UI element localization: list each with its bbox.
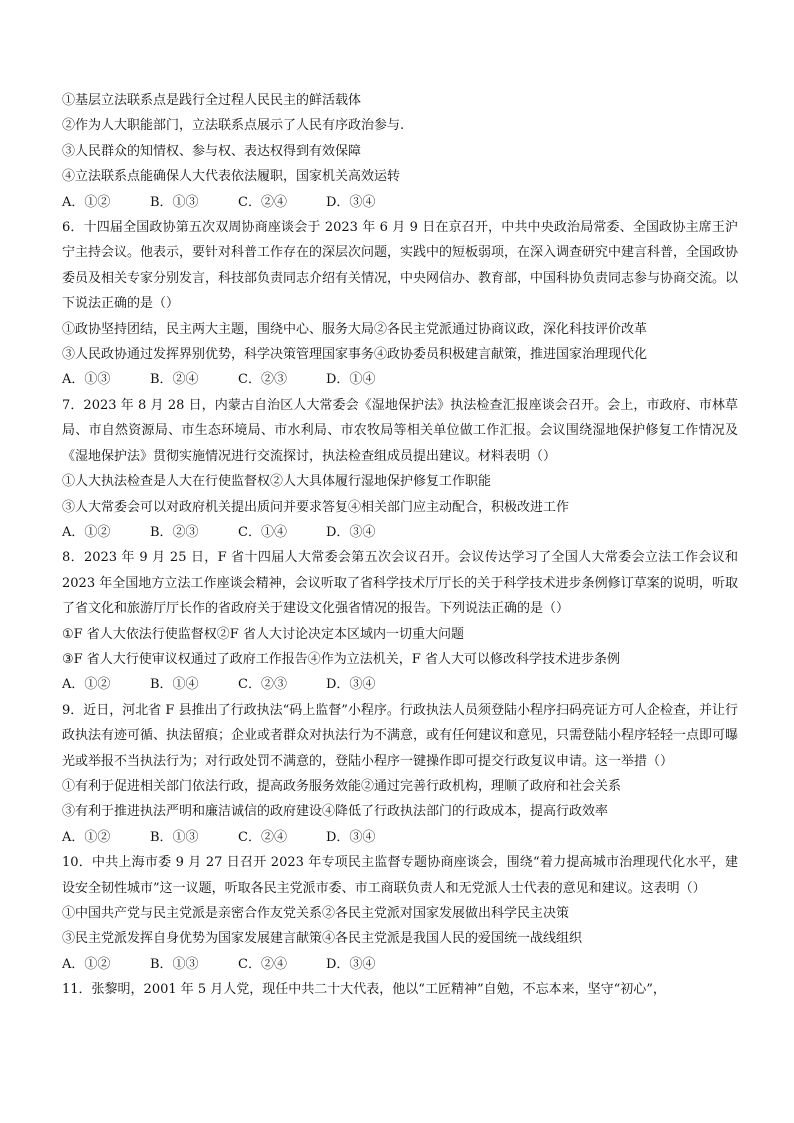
statement: ③F 省人大行使审议权通过了政府工作报告④作为立法机关，F 省人大可以修改科学技术进步条例 [62,651,620,667]
answer-options [62,190,738,215]
statement: ①F 省人大依法行使监督权②F 省人大讨论决定本区域内一切重大问题 [62,626,464,642]
option-c[interactable]: C．②③ [238,372,287,388]
statement: ③民主党派发挥自身优势为国家发展建言献策④各民主党派是我国人民的爱国统一战线组织 [62,931,583,947]
question-stem: 7．2023 年 8 月 28 日，内蒙古自治区人大常委会《湿地保护法》执法检查汇报座谈会召开。会上，市政府、市林草局、市自然资源局、市生态环境局、市水利局、市农牧局等相关单位做工作汇报。会议围绕湿地保护修复工作情况及《湿地保护法》贯彻实施情况进行交流探讨，执法检查组成员提出建议。材料表明（） [62,397,738,464]
question-stem: 8．2023 年 9 月 25 日，F 省十四届人大常委会第五次会议召开。会议传达学习了全国人大常委会立法工作会议和 2023 年全国地方立法工作座谈会精神，会议听取了省科学技术厅厅长的关于科学技术进步条例修订草案的说明，听取了省文化和旅游厅厅长作的省政府关于建设文化强省情况的报告。下列说法正确的是（） [62,550,738,617]
option-b[interactable]: B．②③ [150,524,199,540]
question-stem: 9．近日，河北省 F 县推出了行政执法“码上监督”小程序。行政执法人员须登陆小程序扫码亮证方可人企检查，并让行政执法有迹可循、执法留痕；企业或者群众对执法行为不满意，或有任何建议和意见，只需登陆小程序轻轻一点即可曝光或举报不当执法行为；对行政处罚不满意的，登陆小程序一键操作即可提交行政复议申请。这一举措（） [62,702,739,769]
option-a[interactable]: A．①② [62,956,111,972]
option-a[interactable]: A．①② [62,677,111,693]
answer-options [62,672,738,697]
statement: ①中国共产党与民主党派是亲密合作友党关系②各民主党派对国家发展做出科学民主决策 [62,906,570,921]
question-stem: 10．中共上海市委 9 月 27 日召开 2023 年专项民主监督专题协商座谈会，围绕“着力提高城市治理现代化水平，建设安全韧性城市”这一议题，听取各民主党派市委、市工商联负责人和无党派人士代表的意见和建议。这表明（） [62,855,738,896]
option-b[interactable]: B．①③ [150,956,199,972]
statement: ③人民群众的知情权、参与权、表达权得到有效保障 [62,143,362,159]
option-a[interactable]: A．①② [62,194,111,210]
statement: ③人大常委会可以对政府机关提出质问并要求答复④相关部门应主动配合，积极改进工作 [62,499,570,515]
option-d[interactable]: D．①④ [326,372,376,388]
exam-page [62,88,738,1003]
option-c[interactable]: C．②④ [238,956,287,972]
option-c[interactable]: C．②③ [238,677,287,693]
statement: ①政协坚持团结，民主两大主题，围绕中心、服务大局②各民主党派通过协商议政，深化科技评价改革 [62,321,648,337]
option-c[interactable]: C．②④ [238,829,287,845]
option-c[interactable]: C．②④ [238,194,287,210]
answer-options [62,825,738,850]
option-d[interactable]: D．③④ [326,956,376,972]
statement: ②作为人大职能部门，立法联系点展示了人民有序政治参与. [62,118,405,134]
option-a[interactable]: A．①② [62,829,111,845]
option-a[interactable]: A．①② [62,524,111,540]
option-b[interactable]: B．①③ [150,829,199,845]
statement: ③人民政协通过发挥界别优势，科学决策管理国家事务④政协委员积极建言献策，推进国家治理现代化 [62,347,648,363]
option-d[interactable]: D．③④ [326,677,376,693]
option-b[interactable]: B．②④ [150,372,199,388]
option-c[interactable]: C．①④ [238,524,287,540]
statement: ③有利于推进执法严明和廉洁诚信的政府建设④降低了行政执法部门的行政成本，提高行政效率 [62,804,609,820]
answer-options [62,367,738,392]
option-d[interactable]: D．③④ [326,194,376,210]
option-b[interactable]: B．①③ [150,194,199,210]
statement: ①有利于促进相关部门依法行政，提高政务服务效能②通过完善行政机构，理顺了政府和社会关系 [62,778,622,794]
statement: ①人大执法检查是人大在行使监督权②人大具体履行湿地保护修复工作职能 [62,474,492,490]
question-stem: 6．十四届全国政协第五次双周协商座谈会于 2023 年 6 月 9 日在京召开，中共中央政治局常委、全国政协主席王沪宁主持会议。他表示，要针对科普工作存在的深层次问题，实践中的短板弱项，在深入调查研究中建言科普，全国政协委员及相关专家分别发言，科技部负责同志介绍有关情况，中央网信办、教育部，中国科协负责同志参与协商交流。以下说法正确的是（） [62,220,739,312]
option-a[interactable]: A．①③ [62,372,111,388]
option-b[interactable]: B．①④ [150,677,199,693]
statement: ①基层立法联系点是践行全过程人民民主的鲜活载体 [62,93,362,108]
option-d[interactable]: D．③④ [326,829,376,845]
question-stem: 11．张黎明，2001 年 5 月人党，现任中共二十大代表，他以“工匠精神”自勉，不忘本来，坚守“初心”， [62,982,666,998]
statement: ④立法联系点能确保人大代表依法履职，国家机关高效运转 [62,169,401,185]
answer-options [62,952,738,977]
option-d[interactable]: D．③④ [326,524,376,540]
answer-options [62,520,738,545]
